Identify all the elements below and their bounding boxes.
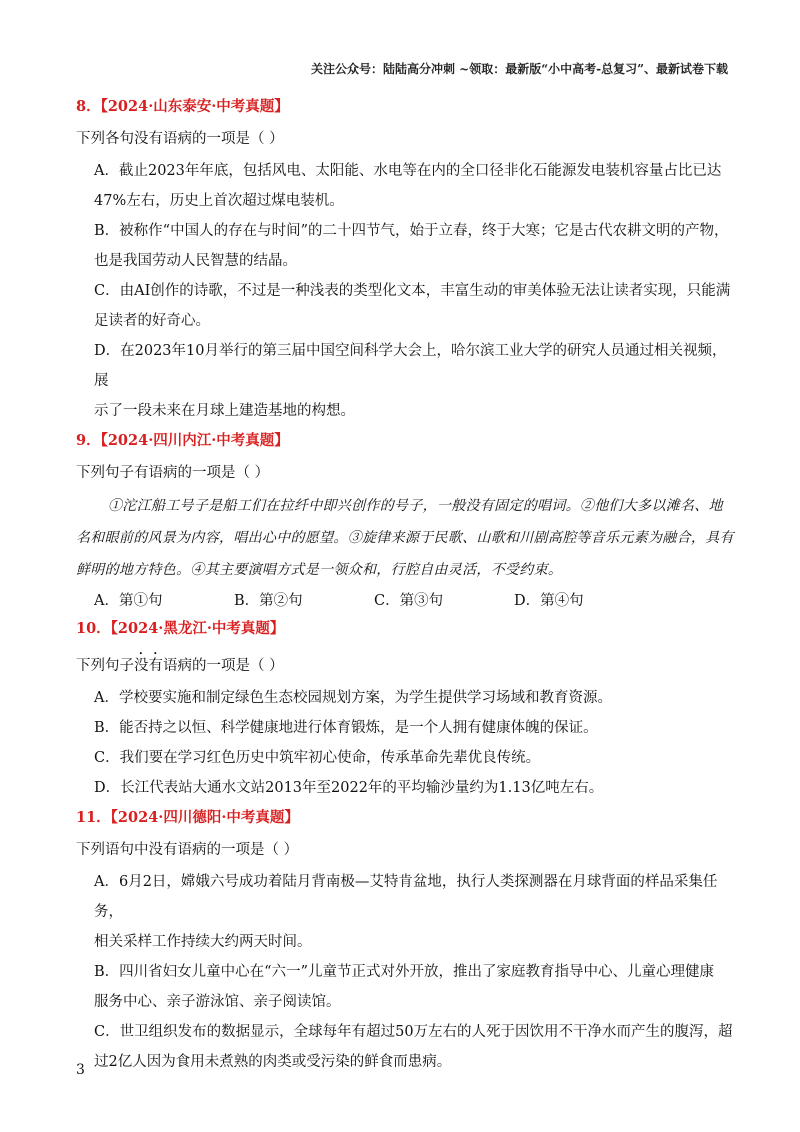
header-note: 关注公众号：陆陆高分冲刺 ~领取：最新版“小中高考-总复习”、最新试卷下载 [310, 62, 728, 76]
question-title: 8．【2024·山东泰安·中考真题】 [76, 98, 289, 115]
option-line: 过2亿人因为食用未煮熟的肉类或受污染的鲜食而患病。 [94, 1054, 452, 1070]
option-b [76, 713, 736, 743]
question-stem: 下列句子有语病的一项是（ ） [76, 465, 270, 481]
reading-passage: ①沱江船工号子是船工们在拉纤中即兴创作的号子，一般没有固定的唱词。②他们大多以滩名、地名和眼前的风景为内容，唱出心中的愿望。③旋律来源于民歌、山歌和川剧高腔等音乐元素为融合，具有鲜明的地方特色。④其主要演唱方式是一领众和，行腔自由灵活，不受约束。 [76, 498, 734, 578]
option-b [76, 216, 736, 276]
option-line: 也是我国劳动人民智慧的结晶。 [94, 253, 297, 269]
question-stem: 下列各句没有语病的一项是（ ） [76, 131, 284, 147]
choice-row [76, 588, 736, 614]
option-a [76, 867, 736, 957]
option-b [76, 957, 736, 1017]
option-line: B．被称作“中国人的存在与时间”的二十四节气，始于立春，终于大寒；它是古代农耕文明的产物， [94, 223, 729, 239]
option-line: B．能否持之以恒、科学健康地进行体育锻炼，是一个人拥有健康体魄的保证。 [94, 720, 598, 736]
option-line: A．截止2023年年底，包括风电、太阳能、水电等在内的全口径非化石能源发电装机容量占比已达 [94, 163, 722, 179]
question-title: 11．【2024·四川德阳·中考真题】 [76, 809, 299, 826]
option-a [76, 683, 736, 713]
question-9 [76, 430, 736, 614]
option-line: C．世卫组织发布的数据显示，全球每年有超过50万左右的人死于因饮用不干净水而产生的腹泻，超 [94, 1024, 733, 1040]
question-11 [76, 807, 736, 1077]
stem-prefix: 下列句子 [76, 658, 134, 674]
page-number: 3 [76, 1062, 85, 1078]
option-c [76, 276, 736, 336]
choice-d: D．第④句 [514, 593, 584, 609]
option-d [76, 336, 736, 426]
option-line: 相关采样工作持续大约两天时间。 [94, 934, 312, 950]
question-stem [76, 650, 736, 677]
option-line: A．学校要实施和制定绿色生态校园规划方案，为学生提供学习场域和教育资源。 [94, 690, 612, 706]
option-line: C．由AI创作的诗歌，不过是一种浅表的类型化文本，丰富生动的审美体验无法让读者实现，只能满 [94, 283, 731, 299]
question-title: 9．【2024·四川内江·中考真题】 [76, 432, 289, 449]
option-line: A．6月2日，嫦娥六号成功着陆月背南极—艾特肯盆地，执行人类探测器在月球背面的样品采集任务， [94, 874, 718, 920]
option-line: D．长江代表站大通水文站2013年至2022年的平均输沙量约为1.13亿吨左右。 [94, 780, 604, 796]
question-8 [76, 96, 736, 426]
choice-c: C．第③句 [374, 593, 444, 609]
option-d [76, 773, 736, 803]
option-a [76, 156, 736, 216]
option-line: C．我们要在学习红色历史中筑牢初心使命，传承革命先辈优良传统。 [94, 750, 541, 766]
stem-suffix: 语病的一项是（ ） [163, 658, 284, 674]
option-line: B．四川省妇女儿童中心在“六一”儿童节正式对外开放，推出了家庭教育指导中心、儿童心理健康 [94, 964, 714, 980]
question-10 [76, 618, 736, 803]
choice-a: A．第①句 [94, 593, 163, 609]
option-c [76, 743, 736, 773]
option-line: 服务中心、亲子游泳馆、亲子阅读馆。 [94, 994, 341, 1010]
option-line: 47%左右，历史上首次超过煤电装机。 [94, 193, 344, 209]
question-title: 10．【2024·黑龙江·中考真题】 [76, 620, 285, 637]
choice-b: B．第②句 [234, 593, 303, 609]
option-line: 示了一段未来在月球上建造基地的构想。 [94, 403, 355, 419]
option-line: 足读者的好奇心。 [94, 313, 210, 329]
option-line: D．在2023年10月举行的第三届中国空间科学大会上，哈尔滨工业大学的研究人员通过相关视频，展 [94, 343, 727, 389]
question-stem: 下列语句中没有语病的一项是（ ） [76, 842, 299, 858]
document-body [76, 96, 736, 1077]
stem-emphasis: 没有 [134, 658, 163, 674]
option-c [76, 1017, 736, 1077]
